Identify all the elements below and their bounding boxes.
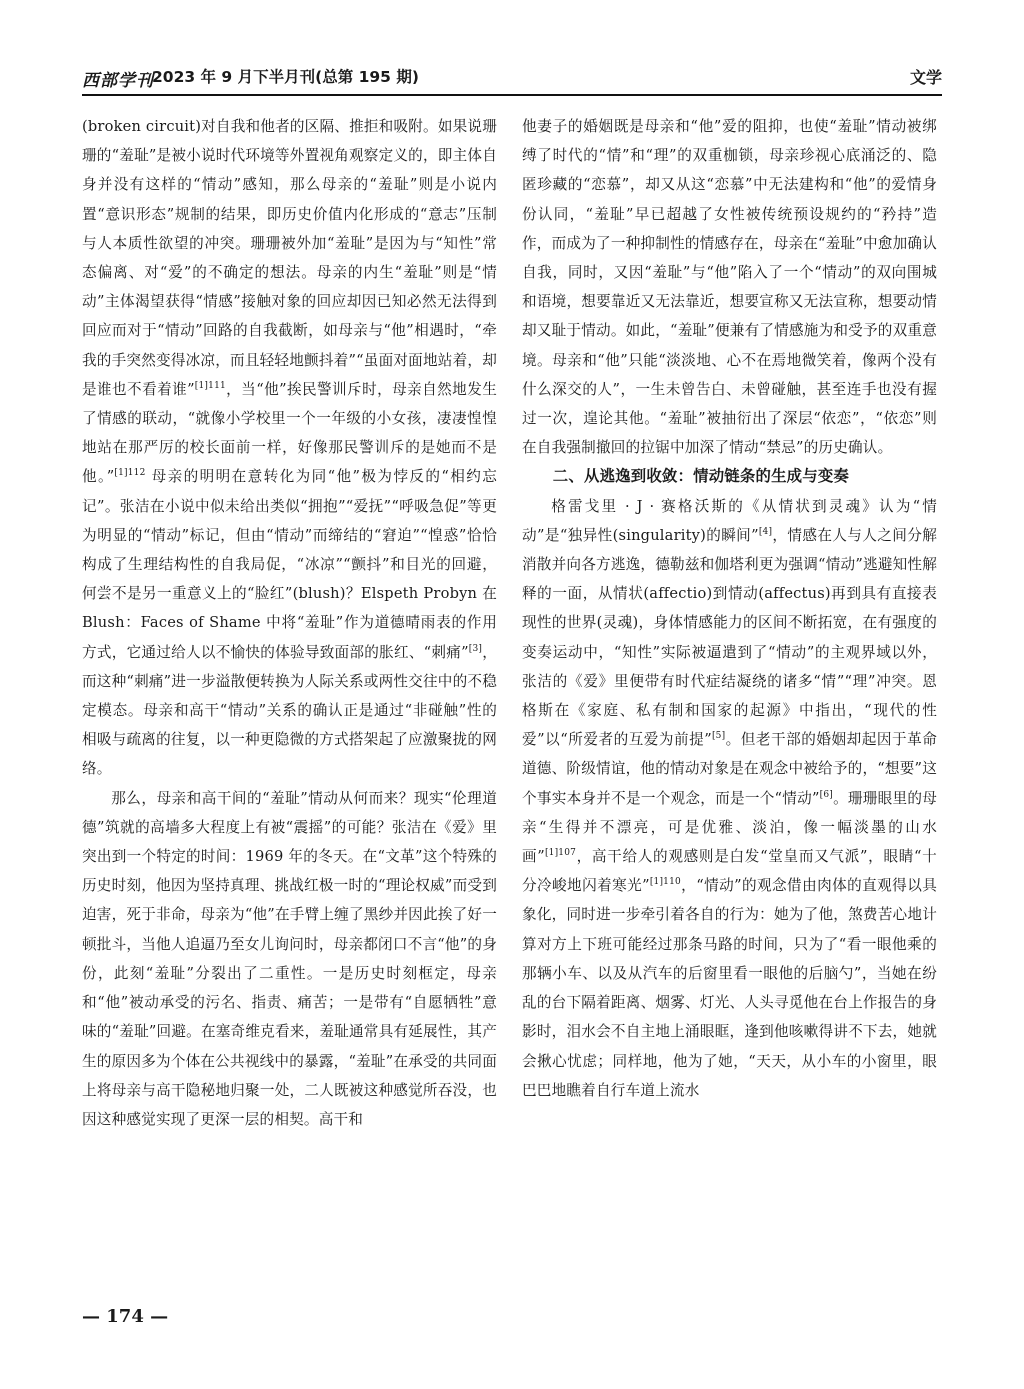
- section-heading: 二、从逃逸到收敛：情动链条的生成与变奏: [552, 467, 850, 486]
- paragraph: 那么，母亲和高干间的“羞耻”情动从何而来？现实“伦理道德”筑就的高墙多大程度上有被“震摇”的可能？张洁在《爱》里突出到一个特定的时间：1969 年的冬天。在“文革”这个特殊的历史时刻，他因为坚持真理、挑战红极一时的“理论权威”而受到迫害，死于非命，母亲为“他”在手臂上缠了黑纱并因此挨了好一顿批斗，当他人追逼乃至女儿询问时，母亲都闭口不言“他”的身份，此刻“羞耻”分裂出了二重性。一是历史时刻框定，母亲和“他”被动承受的污名、指责、痛苦；一是带有“自愿牺牲”意味的“羞耻”回避。在塞奇维克看来，羞耻通常具有延展性，其产生的原因多为个体在公共视线中的暴露，“羞耻”在承受的共同面上将母亲与高干隐秘地归聚一处，二人既被这种感觉所吞没，也因这种感觉实现了更深一层的相契。高干和: [82, 789, 497, 1128]
- issue-info: 2023 年 9 月下半月刊(总第 195 期): [152, 68, 419, 86]
- paragraph: 他妻子的婚姻既是母亲和“他”爱的阻抑，也使“羞耻”情动被绑缚了时代的“情”和“理”的双重枷锁，母亲珍视心底涌泛的、隐匿珍藏的“恋慕”，却又从这“恋慕”中无法建构和“他”的爱情身份认同，“羞耻”早已超越了女性被传统预设规约的“矜持”造作，而成为了一种抑制性的情感存在，母亲在“羞耻”中愈加确认自我，同时，又因“羞耻”与“他”陷入了一个“情动”的双向围城和语境，想要靠近又无法靠近，想要宣称又无法宣称，想要动情却又耻于情动。如此，“羞耻”便兼有了情感施为和受予的双重意境。母亲和“他”只能“淡淡地、心不在焉地微笑着，像两个没有什么深交的人”，一生未曾告白、未曾碰触，甚至连手也没有握过一次，遑论其他。“羞耻”被抽衍出了深层“依恋”，“依恋”则在自我强制撤回的拉锯中加深了情动“禁忌”的历史确认。: [522, 118, 937, 457]
- citation: [1]111: [194, 380, 226, 391]
- citation: [1]110: [649, 877, 681, 888]
- journal-logo: 西部学刊: [82, 71, 154, 91]
- citation: [5]: [711, 731, 726, 742]
- citation: [6]: [819, 789, 834, 800]
- right-column: [522, 112, 937, 1337]
- citation: [1]107: [544, 848, 577, 859]
- left-column: [82, 112, 497, 1337]
- paragraph: (broken circuit)对自我和他者的区隔、推拒和吸附。如果说珊珊的“羞耻”是被小说时代环境等外置视角观察定义的，即主体自身并没有这样的“情动”感知，那么母亲的“羞耻”则是小说内置“意识形态”规制的结果，即历史价值内化形成的“意志”压制与人本质性欲望的冲突。珊珊被外加“羞耻”是因为与“知性”常态偏离、对“爱”的不确定的想法。母亲的内生“羞耻”则是“情动”主体渴望获得“情感”接触对象的回应却因已知必然无法得到回应而对于“情动”回路的自我截断，如母亲与“他”相遇时，“牵我的手突然变得冰凉，而且轻轻地颤抖着”“虽面对面地站着，却是谁也不看着谁”$^{[1]111}$，当“他”挨民警训斥时，母亲自然地发生了情感的联动，“就像小学校里一个一年级的小女孩，凄凄惶惶地站在那严厉的校长面前一样，好像那民警训斥的是她而不是他。”$^{[1]112}$ 母亲的明明在意转化为同“他”极为悖反的“相约忘记”。张洁在小说中似未给出类似“拥抱”“爱抚”“呼吸急促”等更为明显的“情动”标记，但由“情动”而缔结的“窘迫”“惶惑”恰恰构成了生理结构性的自我局促，“冰凉”“颤抖”和目光的回避，何尝不是另一重意义上的“脸红”(blush)？Elspeth Probyn 在 Blush：Faces of Shame 中将“羞耻”作为道德晴雨表的作用方式，它通过给人以不愉快的体验导致面部的胀红、“刺痛”[3]，而这种“刺痛”进一步溢散便转换为人际关系或两性交往中的不稳定模态。母亲和高干“情动”关系的确认正是通过“非碰触”性的相吸与疏离的往复，以一种更隐微的方式搭架起了应激聚拢的网络。: [82, 118, 497, 778]
- citation: [1]112: [114, 468, 146, 479]
- page-number: — 174 —: [82, 1306, 169, 1327]
- citation: [4]: [758, 526, 773, 537]
- paragraph: 格雷戈里 · J · 赛格沃斯的《从情状到灵魂》认为“情动”是“独异性(singularity)的瞬间”[4]，情感在人与人之间分解消散并向各方逃逸，德勒兹和伽塔利更为强调“情动”逃避知性解释的一面，从情状(affectio)到情动(affectus)再到具有直接表现性的世界(灵魂)，身体情感能力的区间不断拓宽，在有强度的变奏运动中，“知性”实际被逼遣到了“情动”的主观界域以外，张洁的《爱》里便带有时代症结凝绕的诸多“情”“理”冲突。恩格斯在《家庭、私有制和国家的起源》中指出，“现代的性爱”以“所爱者的互爱为前提”[5]。但老干部的婚姻却起因于革命道德、阶级情谊，他的情动对象是在观念中被给予的，“想要”这个事实本身并不是一个观念，而是一个“情动”[6]。珊珊眼里的母亲“生得并不漂亮，可是优雅、淡泊，像一幅淡墨的山水画”$^{[1]107}$，高干给人的观感则是白发“堂皇而又气派”，眼睛“十分冷峻地闪着寒光”$^{[1]110}$，“情动”的观念借由肉体的直观得以具象化，同时进一步牵引着各自的行为：她为了他，煞费苦心地计算对方上下班可能经过那条马路的时间，只为了“看一眼他乘的那辆小车、以及从汽车的后窗里看一眼他的后脑勺”，当她在纷乱的台下隔着距离、烟雾、灯光、人头寻觅他在台上作报告的身影时，泪水会不自主地上涌眼眶，逢到他咳嗽得讲不下去，她就会揪心忧虑；同样地，他为了她，“天天，从小车的小窗里，眼巴巴地瞧着自行车道上流水: [522, 497, 937, 1099]
- running-header: [82, 64, 942, 96]
- citation: [3]: [468, 643, 483, 654]
- section-label: 文学: [909, 68, 942, 87]
